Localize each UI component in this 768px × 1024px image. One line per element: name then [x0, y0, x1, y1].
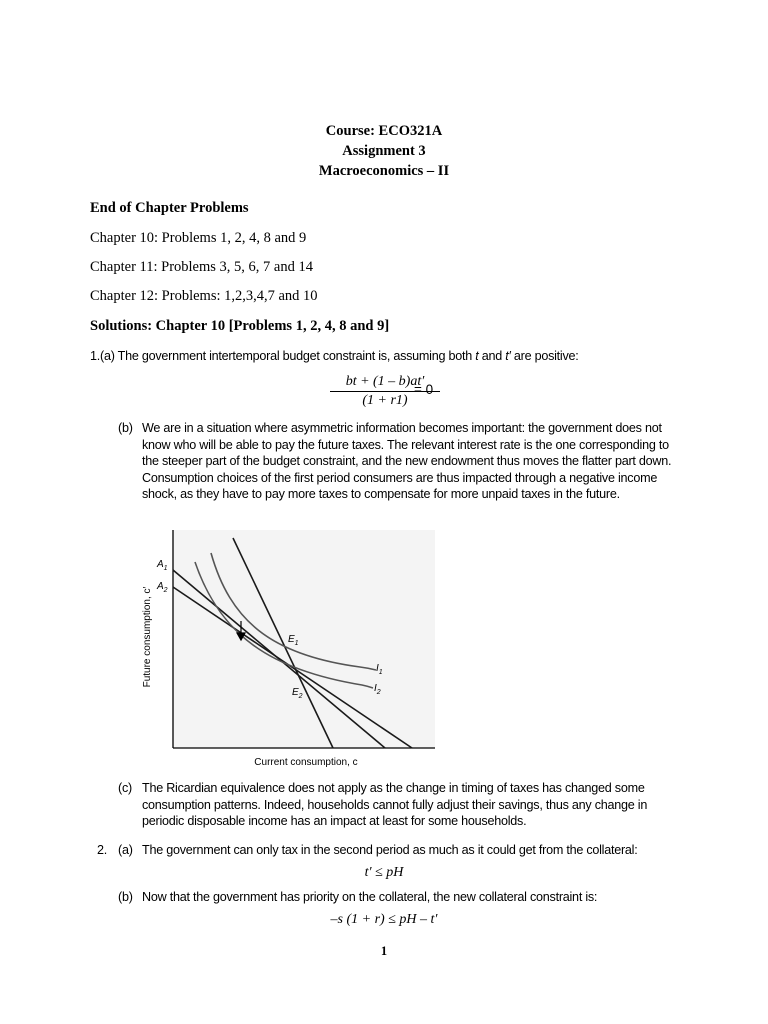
q2b-text: Now that the government has priority on the collateral, the new collateral constraint is:: [142, 890, 598, 904]
chapter-12-problems: Chapter 12: Problems: 1,2,3,4,7 and 10: [90, 288, 318, 304]
label-a1: $A_1$: [157, 559, 168, 572]
q2b-label: (b): [118, 890, 133, 904]
solutions-heading: Solutions: Chapter 10 [Problems 1, 2, 4, 8 and 9]: [90, 318, 390, 334]
label-i2: $I_2$: [374, 683, 381, 696]
q1b-label: (b): [118, 421, 133, 435]
q1b-text: We are in a situation where asymmetric information becomes important: the government does not know who will be able to pay the future taxes. The relevant interest rate is the one corresponding to the steeper part of the budget constraint, and the new endowment thus moves the flatter part down. Consumption choices of the first period consumers are thus impacted through a negative income shock, as they have to pay more taxes to compensate for more unpaid taxes in the future.: [142, 421, 672, 502]
plot-background: [173, 530, 435, 748]
q2b-equation: –s (1 + r) ≤ pH – t′: [330, 912, 438, 927]
subject-title: Macroeconomics – II: [318, 163, 450, 179]
problems-heading: End of Chapter Problems: [90, 200, 249, 216]
label-a2: $A_2$: [157, 581, 168, 594]
y-axis-title: Future consumption, c′: [142, 586, 153, 688]
q1c-text: The Ricardian equivalence does not apply as the change in timing of taxes has changed some consumption patterns. Indeed, households cannot fully adjust their savings, thus any change in periodic disposable income has an impact at least for some households.: [142, 781, 648, 829]
q1c-label: (c): [118, 781, 132, 795]
course-title: Course: ECO321A: [325, 123, 443, 139]
equation-numerator: bt + (1 – b)at′: [330, 374, 440, 392]
chapter-10-problems: Chapter 10: Problems 1, 2, 4, 8 and 9: [90, 230, 307, 246]
chapter-11-problems: Chapter 11: Problems 3, 5, 6, 7 and 14: [90, 259, 313, 275]
equation-denominator: (1 + r1): [362, 393, 408, 408]
q2a-text: The government can only tax in the second period as much as it could get from the collateral:: [142, 843, 638, 857]
budget-constraint-figure: [120, 525, 450, 775]
q2-number: 2.: [97, 843, 108, 857]
label-e2: $E_2$: [292, 687, 303, 700]
label-i1: $I_1$: [376, 663, 383, 676]
q2a-equation: t′ ≤ pH: [364, 865, 404, 880]
equation-rhs: = 0: [414, 382, 434, 397]
q2a-label: (a): [118, 843, 133, 857]
label-e1: $E_1$: [288, 634, 299, 647]
page-number: 1: [380, 944, 388, 958]
q1a-intro: 1.(a) The government intertemporal budget constraint is, assuming both t and t′ are positive:: [90, 349, 579, 363]
x-axis-title: Current consumption, c: [254, 757, 358, 768]
assignment-title: Assignment 3: [342, 143, 426, 159]
